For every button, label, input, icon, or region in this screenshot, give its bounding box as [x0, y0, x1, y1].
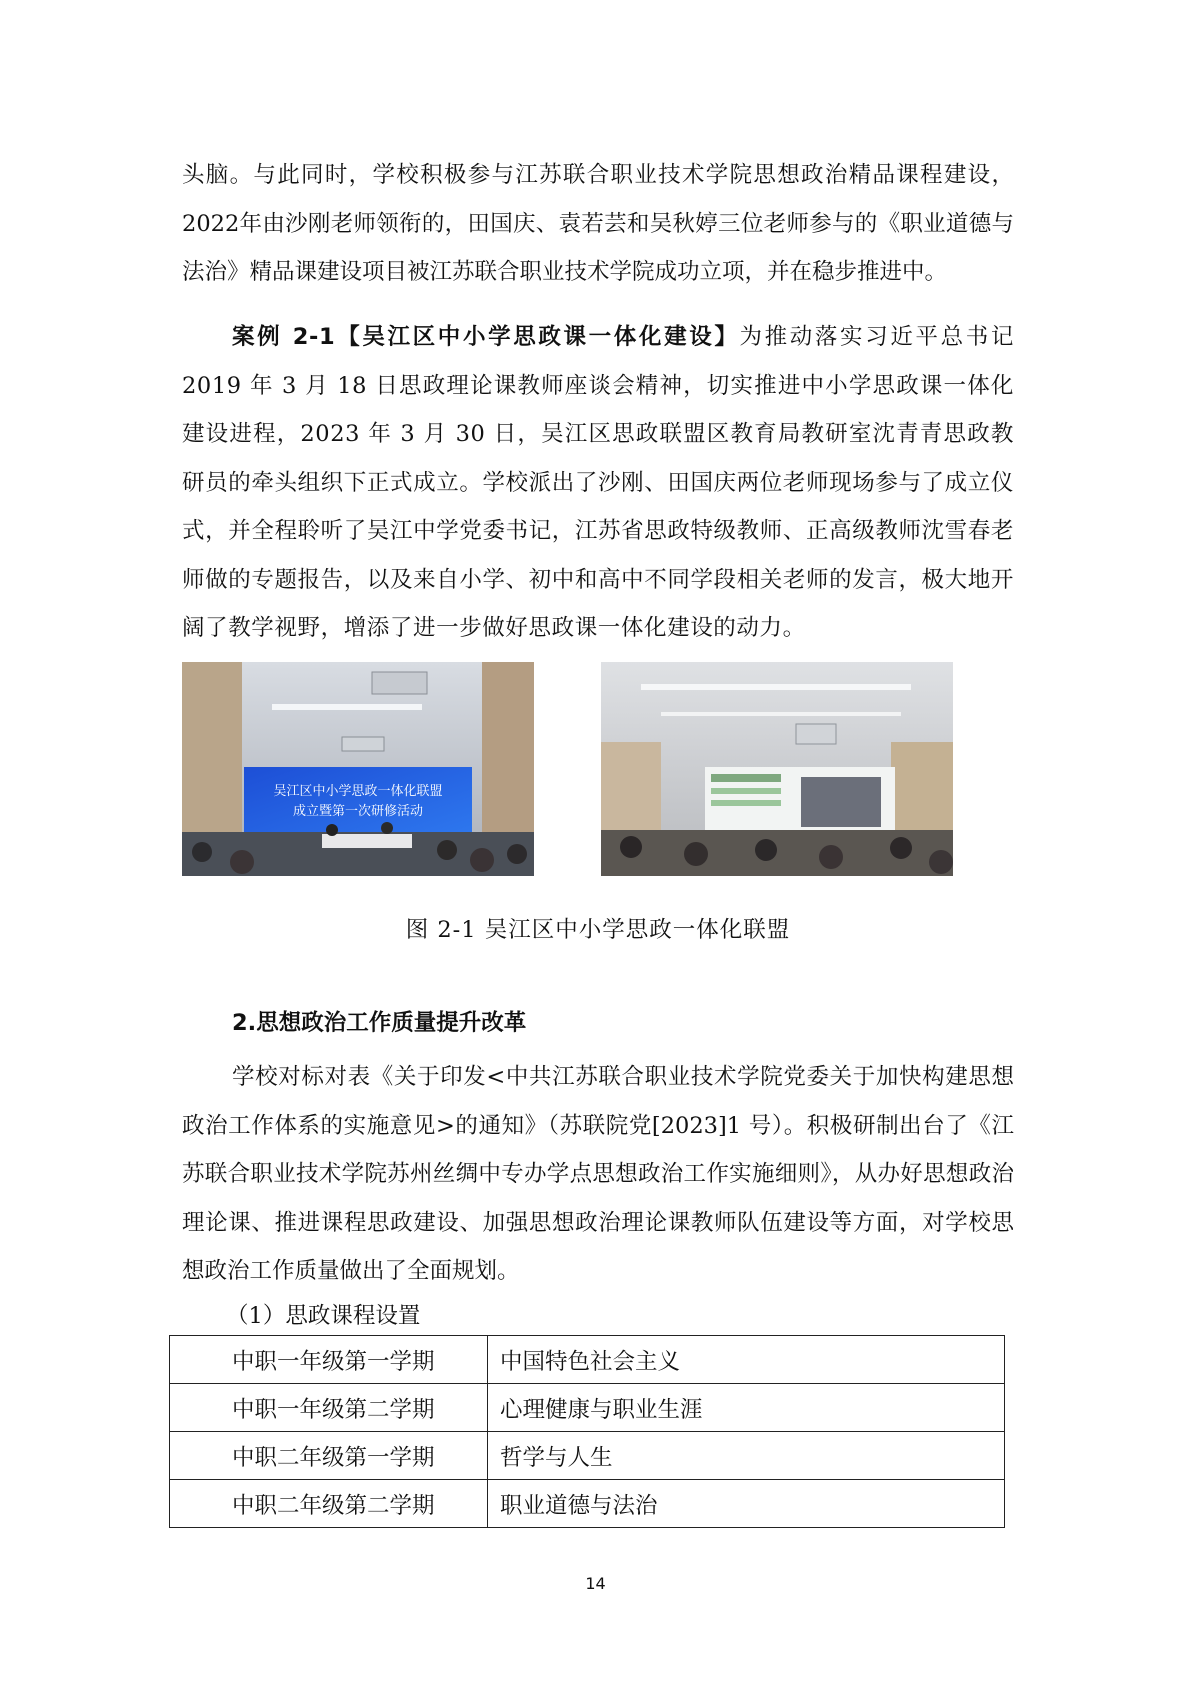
- table-label: （1）思政课程设置: [226, 1303, 421, 1329]
- paragraph-intro: 头脑。与此同时，学校积极参与江苏联合职业技术学院思想政治精品课程建设，2022年由沙刚老师领衔的，田国庆、袁若芸和吴秋婷三位老师参与的《职业道德与法治》精品课建设项目被江苏联合职业技术学院成功立项，并在稳步推进中。: [182, 162, 1014, 285]
- course-cell: 心理健康与职业生涯: [488, 1384, 1005, 1432]
- photo-meeting-presentation: [601, 662, 953, 876]
- section-heading: 2.思想政治工作质量提升改革: [232, 1010, 527, 1036]
- term-cell: 中职一年级第二学期: [170, 1384, 488, 1432]
- course-cell: 职业道德与法治: [488, 1480, 1005, 1528]
- screen-text-line-2: 成立暨第一次研修活动: [292, 804, 424, 819]
- page-number: 14: [585, 1574, 606, 1593]
- course-cell: 中国特色社会主义: [488, 1336, 1005, 1384]
- table-row: [170, 1336, 1005, 1384]
- term-cell: 中职二年级第二学期: [170, 1480, 488, 1528]
- photo-meeting-stage: [182, 662, 534, 876]
- case-paragraph: [182, 313, 1014, 653]
- term-cell: 中职一年级第一学期: [170, 1336, 488, 1384]
- table-row: [170, 1432, 1005, 1480]
- table-row: [170, 1384, 1005, 1432]
- table-row: [170, 1480, 1005, 1528]
- course-cell: 哲学与人生: [488, 1432, 1005, 1480]
- screen-text-line-1: 吴江区中小学思政一体化联盟: [273, 784, 443, 799]
- course-table: [169, 1335, 1005, 1528]
- figure-caption: 图 2-1 吴江区中小学思政一体化联盟: [405, 917, 791, 943]
- paragraph-quality-reform: 学校对标对表《关于印发<中共江苏联合职业技术学院党委关于加快构建思想政治工作体系的实施意见>的通知》（苏联院党[2023]1 号）。积极研制出台了《江苏联合职业技术学院苏州丝绸中专办学点思想政治工作实施细则》，从办好思想政治理论课、推进课程思政建设、加强思想政治理论课教师队伍建设等方面，对学校思想政治工作质量做出了全面规划。: [182, 1064, 1014, 1284]
- case-body: 为推动落实习近平总书记 2019 年 3 月 18 日思政理论课教师座谈会精神，切实推进中小学思政课一体化建设进程，2023 年 3 月 30 日，吴江区思政联盟区教育局教研室沈青青思政教研员的牵头组织下正式成立。学校派出了沙刚、田国庆两位老师现场参与了成立仪式，并全程聆听了吴江中学党委书记，江苏省思政特级教师、正高级教师沈雪春老师做的专题报告，以及来自小学、初中和高中不同学段相关老师的发言，极大地开阔了教学视野，增添了进一步做好思政课一体化建设的动力。: [182, 324, 1015, 641]
- term-cell: 中职二年级第一学期: [170, 1432, 488, 1480]
- case-label: 案例 2-1【吴江区中小学思政课一体化建设】: [232, 324, 740, 350]
